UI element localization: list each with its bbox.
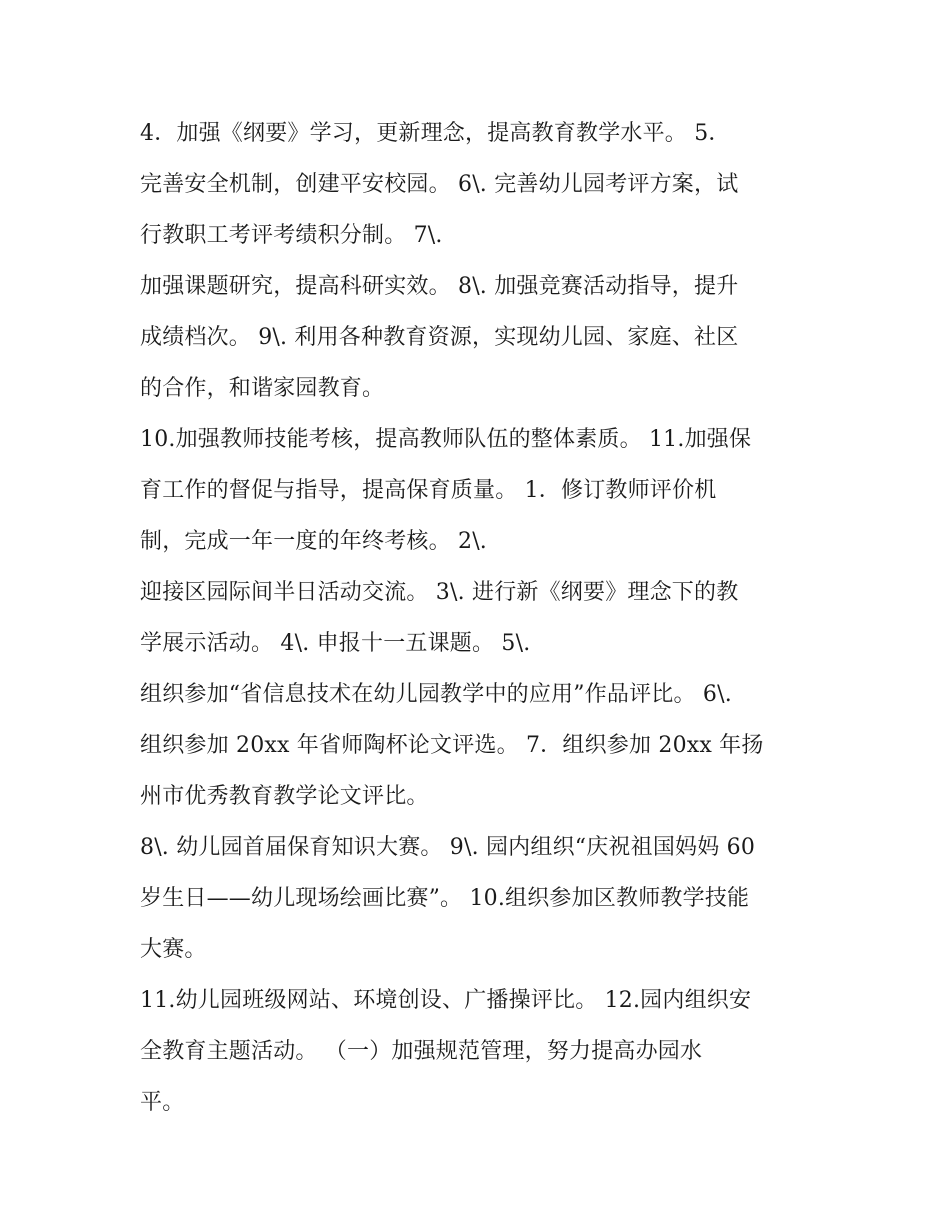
text-line: 完善安全机制，创建平安校园。 6\. 完善幼儿园考评方案，试 (140, 172, 739, 197)
document-body (140, 108, 820, 1128)
text-line: 岁生日——幼儿现场绘画比赛”。 10.组织参加区教师教学技能 (140, 886, 750, 911)
text-line: 行教职工考评考绩积分制。 7\. (140, 223, 443, 248)
text-line: 平。 (140, 1090, 185, 1115)
text-line: 大赛。 (140, 937, 207, 962)
text-line: 迎接区园际间半日活动交流。 3\. 进行新《纲要》理念下的教 (140, 580, 739, 605)
text-line: 成绩档次。 9\. 利用各种教育资源，实现幼儿园、家庭、社区 (140, 325, 739, 350)
text-line: 8\. 幼儿园首届保育知识大赛。 9\. 园内组织“庆祝祖国妈妈 60 (140, 835, 756, 860)
text-line: 10.加强教师技能考核，提高教师队伍的整体素质。 11.加强保 (140, 427, 752, 452)
text-line: 学展示活动。 4\. 申报十一五课题。 5\. (140, 631, 531, 656)
text-line: 制，完成一年一度的年终考核。 2\. (140, 529, 487, 554)
text-line: 州市优秀教育教学论文评比。 (140, 784, 429, 809)
text-line: 的合作，和谐家园教育。 (140, 376, 385, 401)
text-line: 4．加强《纲要》学习，更新理念，提高教育教学水平。 5． (140, 121, 731, 146)
text-line: 育工作的督促与指导，提高保育质量。 1．修订教师评价机 (140, 478, 717, 503)
text-line: 组织参加“省信息技术在幼儿园教学中的应用”作品评比。 6\. (140, 682, 732, 707)
text-line: 11.幼儿园班级网站、环境创设、广播操评比。 12.园内组织安 (140, 988, 752, 1013)
text-line: 全教育主题活动。 （一）加强规范管理，努力提高办园水 (140, 1039, 703, 1064)
text-line: 加强课题研究，提高科研实效。 8\. 加强竞赛活动指导，提升 (140, 274, 739, 299)
text-line: 组织参加 20xx 年省师陶杯论文评选。 7．组织参加 20xx 年扬 (140, 733, 764, 758)
